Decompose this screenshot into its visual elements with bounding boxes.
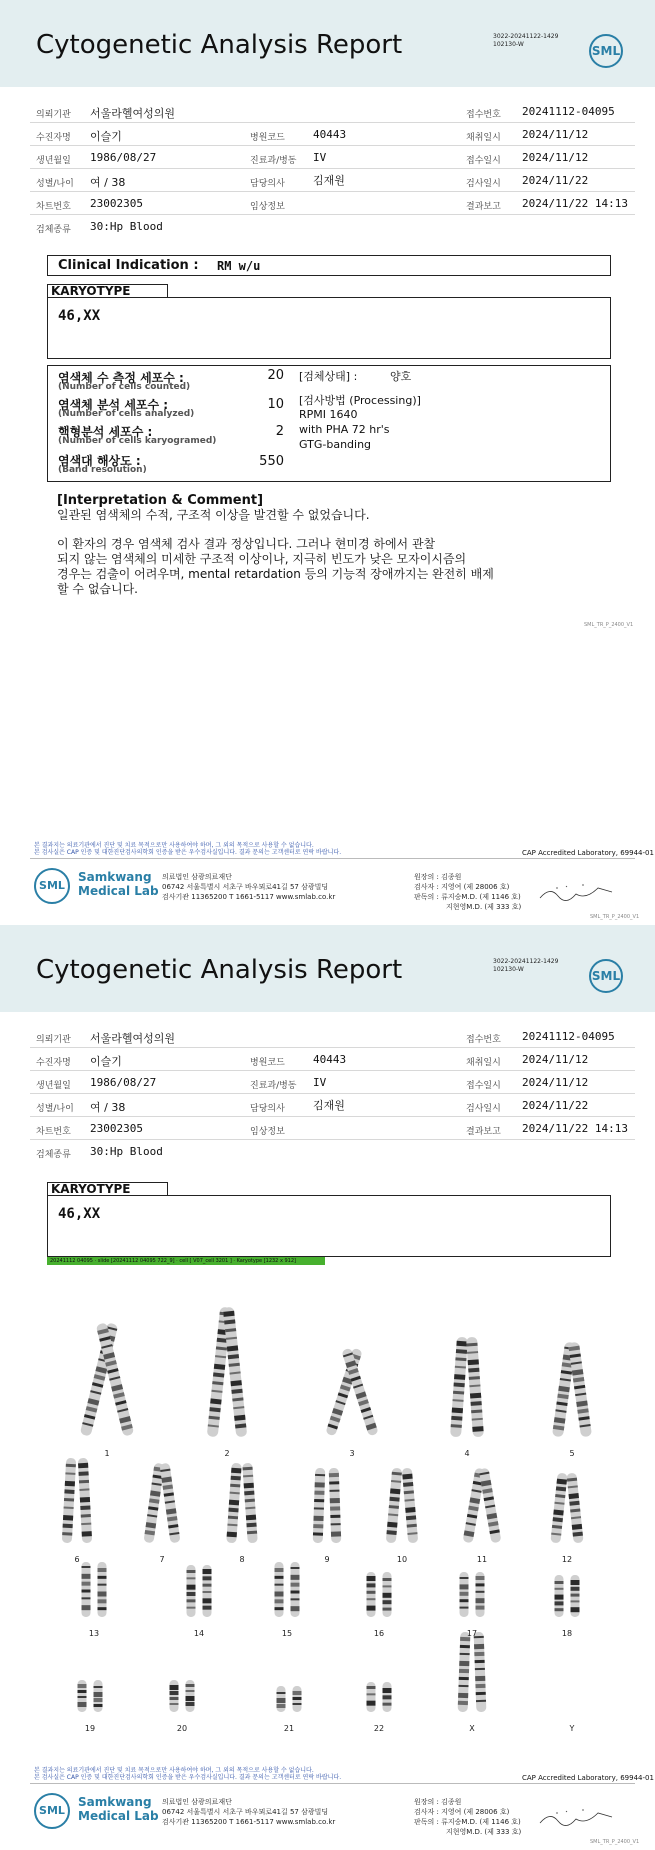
specimen-label: 검체종류 [36,1150,71,1160]
interpretation-line: 일관된 염색체의 수적, 구조적 이상을 발견할 수 없었습니다. [57,508,370,522]
karyotype-value: 46,XX [58,1206,101,1222]
info-row [30,1117,635,1140]
hospital-code-label: 병원코드 [250,133,285,143]
interpretation-section [57,493,617,597]
footer-note-1: 본 결과지는 의료기관에서 진단 및 치료 목적으로만 사용하여야 하며, 그 외의 목적으로 사용할 수 없습니다. [34,842,314,849]
name-value: 이슬기 [90,130,122,143]
lab-contact: 검사기관 11365200 T 1661-5117 www.smlab.co.kr [162,1818,336,1826]
chromosome-label-13: 13 [88,1629,100,1638]
staff-director: 원장의 : 김종원 [414,873,462,881]
interpretation-line: 할 수 없습니다. [57,582,138,596]
cells-counted-sub: (Number of cells counted) [58,382,191,392]
chromosome-label-Y: Y [569,1724,575,1733]
report-title: Cytogenetic Analysis Report [36,30,403,60]
report-header [0,925,655,1012]
test-date-value: 2024/11/22 [522,174,589,187]
chromosome-label-20: 20 [176,1724,188,1733]
chromosome-pair-19 [78,1680,103,1712]
footer-note [34,1767,454,1781]
chromosome-label-2: 2 [224,1449,230,1458]
cells-analyzed-label: 염색체 분석 세포수 : [58,398,169,412]
chromosome-pair-10 [386,1468,418,1544]
receive-label: 접수일시 [466,1081,501,1091]
clinical-indication-value: RM w/u [217,259,261,273]
dob-value: 1986/08/27 [90,1076,157,1089]
cells-analyzed-value: 10 [267,397,284,412]
chromosome-label-1: 1 [104,1449,110,1458]
karyogram-info-strip: 20241112 04095 · slide [20241112 04095 722_9] · cell [ V07_cell 3201 ] · Karyotype [1232 x 912] [47,1257,325,1265]
info-row [30,215,635,238]
hospital-code-value: 40443 [313,128,347,141]
chromosome-label-21: 21 [283,1724,295,1733]
cells-counted-label: 염색체 수 측정 세포수 : [58,371,184,385]
processing-method-2: with PHA 72 hr's [299,423,390,436]
name-value: 이슬기 [90,1055,122,1068]
chromosome-label-14: 14 [193,1629,205,1638]
chromosome-pair-8 [226,1463,258,1544]
chromosome-pair-7 [143,1463,180,1544]
chromosome-label-12: 12 [561,1555,573,1564]
sml-logo: SML [589,959,623,993]
accession-value: 20241112-04095 [522,1030,615,1043]
name-label: 수진자명 [36,133,71,143]
dob-label: 생년월일 [36,1081,71,1091]
dept-value: IV [313,1076,327,1089]
lab-foundation: 의료법인 삼광의료재단 [162,873,232,881]
chromosome-label-3: 3 [349,1449,355,1458]
chromosome-label-17: 17 [466,1629,478,1638]
interpretation-line: 경우는 검출이 어려우며, mental retardation 등의 기능적 장애까지는 완전히 배제 [57,567,494,581]
barcode-text [493,958,558,974]
chromosome-label-6: 6 [74,1555,80,1564]
clinical-info-label: 임상정보 [250,1127,285,1137]
report-header [0,0,655,87]
chromosome-label-X: X [469,1724,475,1733]
report-title: Cytogenetic Analysis Report [36,955,403,985]
chromosome-pair-16 [367,1572,392,1617]
chart-label: 차트번호 [36,202,71,212]
info-row [30,192,635,215]
collect-value: 2024/11/12 [522,1053,589,1066]
chromosome-pair-5 [552,1342,592,1438]
karyogramed-value: 2 [275,424,284,439]
cells-analyzed-sub: (Number of cells analyzed) [58,409,195,419]
collect-label: 채취일시 [466,133,501,143]
test-date-value: 2024/11/22 [522,1099,589,1112]
staff-director: 원장의 : 김종원 [414,1798,462,1806]
processing-method-3: GTG-banding [299,438,372,451]
lab-name-1: Samkwang [78,1795,152,1809]
chart-value: 23002305 [90,197,143,210]
lab-address [162,872,335,902]
chromosome-pair-14 [187,1565,212,1617]
chromosome-label-16: 16 [373,1629,385,1638]
specimen-status-value: 양호 [390,370,412,383]
lab-contact: 검사기관 11365200 T 1661-5117 www.smlab.co.kr [162,893,336,901]
doctor-label: 담당의사 [250,1104,285,1114]
chromosome-pair-9 [313,1468,342,1543]
cell-stats-box [47,365,611,482]
patient-info [30,100,635,238]
footer-note-1: 본 결과지는 의료기관에서 진단 및 치료 목적으로만 사용하여야 하며, 그 외의 목적으로 사용할 수 없습니다. [34,1767,314,1774]
karyogramed-label: 핵형분석 세포수 : [58,425,153,439]
chromosome-pair-13 [82,1562,107,1617]
staff-reader-1: 판독의 : 류지숭M.D. (제 1146 호) [414,1818,521,1826]
karyogram-chromosomes [47,1265,611,1745]
institution-value: 서울라헬여성의원 [90,107,176,120]
chromosome-pair-17 [460,1572,485,1617]
karyotype-box [47,297,611,359]
chromosome-label-10: 10 [396,1555,408,1564]
barcode-line-1: 3022-20241122-1429 [493,33,559,40]
staff-reader-2: 지현영M.D. (제 333 호) [446,1828,522,1836]
doctor-label: 담당의사 [250,179,285,189]
lab-name-1: Samkwang [78,870,152,884]
lab-foundation: 의료법인 삼광의료재단 [162,1798,232,1806]
test-date-label: 검사일시 [466,179,501,189]
footer-divider [30,1783,635,1784]
form-code-footer: SML_TR_P_2400_V1 [590,914,640,920]
chromosome-pair-22 [367,1682,392,1712]
karyotype-tab: KARYOTYPE [47,284,168,297]
collect-value: 2024/11/12 [522,128,589,141]
lab-name-2: Medical Lab [78,1809,159,1823]
receive-value: 2024/11/12 [522,151,589,164]
clinical-info-label: 임상정보 [250,202,285,212]
chromosome-label-22: 22 [373,1724,385,1733]
sex-age-label: 성별/나이 [36,179,74,189]
staff-tester: 검사자 : 지영여 (제 28006 호) [414,1808,510,1816]
footer-note-2: 본 검사실은 CAP 인증 및 대한진단검사의학회 인증을 받은 우수검사실입니다. 결과 문의는 고객센터로 연락 바랍니다. [34,1774,342,1781]
sml-footer-logo: SML [34,868,70,904]
chromosome-label-19: 19 [84,1724,96,1733]
result-value: 2024/11/22 14:13 [522,1122,628,1135]
band-resolution-label: 염색대 해상도 : [58,454,141,468]
specimen-value: 30:Hp Blood [90,1145,163,1158]
staff-reader-1: 판독의 : 류지숭M.D. (제 1146 호) [414,893,521,901]
chromosome-label-9: 9 [324,1555,330,1564]
cap-accreditation: CAP Accredited Laboratory, 69944-01 [522,1774,654,1782]
chromosome-label-4: 4 [464,1449,470,1458]
receive-label: 접수일시 [466,156,501,166]
info-row [30,1071,635,1094]
dept-label: 진료과/병동 [250,156,297,166]
info-row [30,1094,635,1117]
accession-label: 접수번호 [466,110,501,120]
institution-label: 의뢰기관 [36,110,71,120]
lab-staff [414,1797,521,1837]
form-code-footer: SML_TR_P_2400_V1 [590,1839,640,1845]
lab-name [78,870,159,898]
footer-divider [30,858,635,859]
chromosome-label-11: 11 [476,1555,488,1564]
dept-value: IV [313,151,327,164]
chart-value: 23002305 [90,1122,143,1135]
lab-staff [414,872,521,912]
chromosome-pair-2 [207,1307,248,1437]
chart-label: 차트번호 [36,1127,71,1137]
chromosome-pair-21 [277,1686,302,1712]
processing-method-1: RPMI 1640 [299,408,358,421]
dob-value: 1986/08/27 [90,151,157,164]
signature-image [536,880,616,904]
result-value: 2024/11/22 14:13 [522,197,628,210]
lab-address-line: 06742 서울특별시 서초구 바우뫼로41길 57 삼광빌딩 [162,1808,329,1816]
test-date-label: 검사일시 [466,1104,501,1114]
barcode-line-1: 3022-20241122-1429 [493,958,559,965]
footer-note [34,842,454,856]
clinical-indication-box [47,255,611,276]
chromosome-label-15: 15 [281,1629,293,1638]
lab-address-line: 06742 서울특별시 서초구 바우뫼로41길 57 삼광빌딩 [162,883,329,891]
clinical-indication-label: Clinical Indication : [58,258,199,273]
sml-logo: SML [589,34,623,68]
chromosome-label-18: 18 [561,1629,573,1638]
karyogram-image [47,1265,611,1745]
specimen-value: 30:Hp Blood [90,220,163,233]
specimen-label: 검체종류 [36,225,71,235]
karyotype-value: 46,XX [58,308,101,324]
chromosome-label-5: 5 [569,1449,575,1458]
collect-label: 채취일시 [466,1058,501,1068]
barcode-line-2: 102130-W [493,966,524,973]
chromosome-pair-11 [463,1468,502,1544]
chromosome-pair-18 [555,1575,580,1617]
info-row [30,100,635,123]
patient-info [30,1025,635,1163]
dob-label: 생년월일 [36,156,71,166]
chromosome-pair-4 [450,1337,484,1438]
info-row [30,1048,635,1071]
processing-method-label: [검사방법 (Processing)] [299,394,421,407]
chromosome-pair-6 [62,1458,92,1543]
staff-tester: 검사자 : 지영여 (제 28006 호) [414,883,510,891]
cap-accreditation: CAP Accredited Laboratory, 69944-01 [522,849,654,857]
doctor-value: 김재원 [313,1099,345,1112]
sex-age-label: 성별/나이 [36,1104,74,1114]
footer-note-2: 본 검사실은 CAP 인증 및 대한진단검사의학회 인증을 받은 우수검사실입니다. 결과 문의는 고객센터로 연락 바랍니다. [34,849,342,856]
accession-label: 접수번호 [466,1035,501,1045]
hospital-code-value: 40443 [313,1053,347,1066]
info-row [30,123,635,146]
lab-name-2: Medical Lab [78,884,159,898]
info-row [30,146,635,169]
signature-image [536,1805,616,1829]
chromosome-label-7: 7 [159,1555,165,1564]
result-label: 결과보고 [466,202,501,212]
barcode-line-2: 102130-W [493,41,524,48]
accession-value: 20241112-04095 [522,105,615,118]
interpretation-line: 되지 않는 염색체의 미세한 구조적 이상이나, 지극히 빈도가 낮은 모자이시즘의 [57,552,467,566]
hospital-code-label: 병원코드 [250,1058,285,1068]
chromosome-pair-12 [550,1473,583,1544]
info-row [30,169,635,192]
dept-label: 진료과/병동 [250,1081,297,1091]
chromosome-label-8: 8 [239,1555,245,1564]
interpretation-line: 이 환자의 경우 염색체 검사 결과 정상입니다. 그러나 현미경 하에서 관찰 [57,537,436,551]
info-row [30,1025,635,1048]
result-label: 결과보고 [466,1127,501,1137]
chromosome-pair-20 [170,1680,195,1712]
doctor-value: 김재원 [313,174,345,187]
sml-footer-logo: SML [34,1793,70,1829]
chromosome-pair-X [458,1632,487,1712]
karyotype-tab: KARYOTYPE [47,1182,168,1195]
barcode-text [493,33,558,49]
chromosome-pair-3 [325,1348,378,1437]
lab-address [162,1797,335,1827]
chromosome-pair-15 [275,1562,300,1617]
interpretation-title: [Interpretation & Comment] [57,493,264,508]
institution-label: 의뢰기관 [36,1035,71,1045]
chromosome-pair-1 [80,1322,134,1436]
staff-reader-2: 지현영M.D. (제 333 호) [446,903,522,911]
lab-name [78,1795,159,1823]
info-row [30,1140,635,1163]
receive-value: 2024/11/12 [522,1076,589,1089]
band-resolution-sub: (Band resolution) [58,465,147,475]
band-resolution-value: 550 [259,454,284,469]
form-code: SML_TR_P_2400_V1 [584,622,634,628]
institution-value: 서울라헬여성의원 [90,1032,176,1045]
karyotype-box [47,1195,611,1257]
cells-counted-value: 20 [267,368,284,383]
specimen-status-label: [검체상태] : [299,370,358,383]
name-label: 수진자명 [36,1058,71,1068]
karyogramed-sub: (Number of cells karyogramed) [58,436,217,446]
sex-age-value: 여 / 38 [90,1101,126,1114]
sex-age-value: 여 / 38 [90,176,126,189]
